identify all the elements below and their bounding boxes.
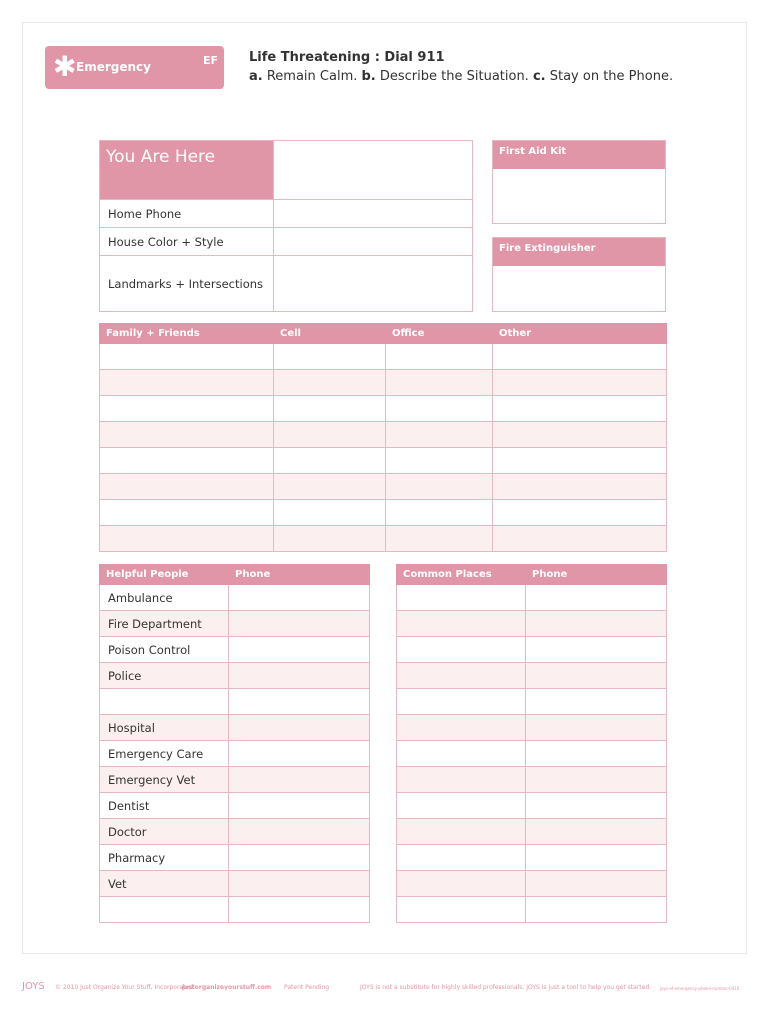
contact-row xyxy=(100,396,667,422)
house-color-field[interactable] xyxy=(274,228,473,256)
helpful-row xyxy=(100,819,370,845)
helpful-phone-field[interactable] xyxy=(229,793,370,819)
location-field[interactable] xyxy=(274,141,473,200)
helpful-phone-field[interactable] xyxy=(229,819,370,845)
badge-label: Emergency xyxy=(76,60,151,74)
contact-other-field[interactable] xyxy=(493,526,667,552)
helpful-label: Police xyxy=(100,663,229,689)
helpful-row xyxy=(100,897,370,923)
contacts-table xyxy=(99,323,667,552)
helpful-phone-field[interactable] xyxy=(229,767,370,793)
helpful-label: Vet xyxy=(100,871,229,897)
contact-office-field[interactable] xyxy=(386,474,493,500)
contact-cell-field[interactable] xyxy=(274,422,386,448)
helpful-label: Emergency Care xyxy=(100,741,229,767)
helpful-row xyxy=(100,845,370,871)
common-place-field[interactable] xyxy=(397,741,526,767)
contacts-header-office: Office xyxy=(386,324,493,344)
common-place-field[interactable] xyxy=(397,845,526,871)
step-b-letter: b. xyxy=(361,69,376,84)
fire-extinguisher-label: Fire Extinguisher xyxy=(493,238,665,266)
helpful-row xyxy=(100,585,370,611)
contact-name-field[interactable] xyxy=(100,422,274,448)
contact-row xyxy=(100,370,667,396)
common-place-field[interactable] xyxy=(397,871,526,897)
contact-office-field[interactable] xyxy=(386,344,493,370)
home-phone-field[interactable] xyxy=(274,200,473,228)
common-place-field[interactable] xyxy=(397,819,526,845)
contact-row xyxy=(100,344,667,370)
helpful-label: Ambulance xyxy=(100,585,229,611)
step-a-letter: a. xyxy=(249,69,263,84)
footer-code: joys-ef-emergency-phone-number-0410 xyxy=(660,986,740,991)
helpful-phone-field[interactable] xyxy=(229,611,370,637)
contact-office-field[interactable] xyxy=(386,370,493,396)
helpful-row xyxy=(100,611,370,637)
common-place-field[interactable] xyxy=(397,585,526,611)
step-c-text: Stay on the Phone. xyxy=(545,69,674,84)
helpful-label: Pharmacy xyxy=(100,845,229,871)
common-phone-field[interactable] xyxy=(526,793,667,819)
contact-cell-field[interactable] xyxy=(274,448,386,474)
helpful-phone-field[interactable] xyxy=(229,741,370,767)
contact-row xyxy=(100,526,667,552)
common-header-phone: Phone xyxy=(526,565,667,585)
contact-other-field[interactable] xyxy=(493,422,667,448)
first-aid-box[interactable] xyxy=(492,140,666,224)
common-row xyxy=(397,715,667,741)
helpful-row xyxy=(100,689,370,715)
common-row xyxy=(397,793,667,819)
common-row xyxy=(397,871,667,897)
landmarks-field[interactable] xyxy=(274,256,473,312)
helpful-row xyxy=(100,793,370,819)
contact-cell-field[interactable] xyxy=(274,370,386,396)
helpful-label: Hospital xyxy=(100,715,229,741)
common-phone-field[interactable] xyxy=(526,845,667,871)
helpful-phone-field[interactable] xyxy=(229,585,370,611)
helpful-phone-field[interactable] xyxy=(229,715,370,741)
helpful-label[interactable] xyxy=(100,897,229,923)
location-title: You Are Here xyxy=(100,141,274,200)
common-phone-field[interactable] xyxy=(526,715,667,741)
footer-patent: Patent Pending xyxy=(284,984,330,991)
contact-cell-field[interactable] xyxy=(274,344,386,370)
landmarks-label: Landmarks + Intersections xyxy=(100,256,274,312)
helpful-table xyxy=(99,564,370,923)
asterisk-icon: ✱ xyxy=(53,50,77,83)
step-a-text: Remain Calm. xyxy=(262,69,362,84)
common-place-field[interactable] xyxy=(397,611,526,637)
common-place-field[interactable] xyxy=(397,767,526,793)
common-row xyxy=(397,767,667,793)
helpful-row xyxy=(100,637,370,663)
helpful-row xyxy=(100,663,370,689)
contact-cell-field[interactable] xyxy=(274,526,386,552)
common-phone-field[interactable] xyxy=(526,897,667,923)
common-place-field[interactable] xyxy=(397,897,526,923)
common-place-field[interactable] xyxy=(397,637,526,663)
step-b-text: Describe the Situation. xyxy=(375,69,533,84)
contact-name-field[interactable] xyxy=(100,370,274,396)
contact-name-field[interactable] xyxy=(100,500,274,526)
contact-other-field[interactable] xyxy=(493,448,667,474)
footer-disclaimer: JOYS is not a substitute for highly skilled professionals. JOYS is just a tool to help you get started. xyxy=(360,984,652,991)
footer-url[interactable]: justorganizeyourstuff.com xyxy=(182,984,272,991)
contact-name-field[interactable] xyxy=(100,448,274,474)
contact-name-field[interactable] xyxy=(100,344,274,370)
common-row xyxy=(397,741,667,767)
helpful-phone-field[interactable] xyxy=(229,689,370,715)
helpful-label[interactable] xyxy=(100,689,229,715)
common-phone-field[interactable] xyxy=(526,741,667,767)
header-steps xyxy=(249,69,673,84)
contact-office-field[interactable] xyxy=(386,500,493,526)
contact-office-field[interactable] xyxy=(386,448,493,474)
contact-other-field[interactable] xyxy=(493,344,667,370)
helpful-row xyxy=(100,741,370,767)
location-table xyxy=(99,140,473,312)
contact-cell-field[interactable] xyxy=(274,396,386,422)
contact-office-field[interactable] xyxy=(386,526,493,552)
joys-logo: JOYS xyxy=(22,981,45,992)
common-row xyxy=(397,663,667,689)
common-place-field[interactable] xyxy=(397,715,526,741)
common-row xyxy=(397,689,667,715)
helpful-label: Fire Department xyxy=(100,611,229,637)
common-phone-field[interactable] xyxy=(526,611,667,637)
contact-other-field[interactable] xyxy=(493,474,667,500)
common-phone-field[interactable] xyxy=(526,871,667,897)
common-row xyxy=(397,845,667,871)
house-color-label: House Color + Style xyxy=(100,228,274,256)
helpful-label: Emergency Vet xyxy=(100,767,229,793)
helpful-row xyxy=(100,767,370,793)
helpful-phone-field[interactable] xyxy=(229,845,370,871)
common-phone-field[interactable] xyxy=(526,585,667,611)
contact-cell-field[interactable] xyxy=(274,500,386,526)
common-place-field[interactable] xyxy=(397,663,526,689)
contacts-header-cell: Cell xyxy=(274,324,386,344)
contact-other-field[interactable] xyxy=(493,500,667,526)
helpful-label: Poison Control xyxy=(100,637,229,663)
contact-row xyxy=(100,474,667,500)
common-phone-field[interactable] xyxy=(526,819,667,845)
helpful-phone-field[interactable] xyxy=(229,637,370,663)
contact-name-field[interactable] xyxy=(100,526,274,552)
header-title: Life Threatening : Dial 911 xyxy=(249,50,445,65)
common-phone-field[interactable] xyxy=(526,637,667,663)
common-phone-field[interactable] xyxy=(526,663,667,689)
contacts-header-other: Other xyxy=(493,324,667,344)
common-phone-field[interactable] xyxy=(526,767,667,793)
common-header-name: Common Places xyxy=(397,565,526,585)
helpful-header-phone: Phone xyxy=(229,565,370,585)
helpful-header-name: Helpful People xyxy=(100,565,229,585)
contact-row xyxy=(100,422,667,448)
helpful-phone-field[interactable] xyxy=(229,897,370,923)
step-c-letter: c. xyxy=(532,69,546,84)
contact-other-field[interactable] xyxy=(493,370,667,396)
helpful-phone-field[interactable] xyxy=(229,871,370,897)
common-place-field[interactable] xyxy=(397,689,526,715)
contact-cell-field[interactable] xyxy=(274,474,386,500)
home-phone-label: Home Phone xyxy=(100,200,274,228)
common-table xyxy=(396,564,667,923)
helpful-phone-field[interactable] xyxy=(229,663,370,689)
footer-copyright: © 2010 Just Organize Your Stuff, Incorporated xyxy=(55,984,193,991)
contact-name-field[interactable] xyxy=(100,396,274,422)
helpful-row xyxy=(100,715,370,741)
common-place-field[interactable] xyxy=(397,793,526,819)
common-row xyxy=(397,897,667,923)
contact-row xyxy=(100,500,667,526)
common-row xyxy=(397,585,667,611)
first-aid-label: First Aid Kit xyxy=(493,141,665,169)
contact-other-field[interactable] xyxy=(493,396,667,422)
contact-row xyxy=(100,448,667,474)
contact-office-field[interactable] xyxy=(386,422,493,448)
badge-code: EF xyxy=(202,54,218,67)
contacts-header-name: Family + Friends xyxy=(100,324,274,344)
helpful-label: Dentist xyxy=(100,793,229,819)
common-phone-field[interactable] xyxy=(526,689,667,715)
fire-extinguisher-box[interactable] xyxy=(492,237,666,312)
contact-office-field[interactable] xyxy=(386,396,493,422)
emergency-badge xyxy=(45,46,224,89)
common-row xyxy=(397,637,667,663)
common-row xyxy=(397,819,667,845)
helpful-label: Doctor xyxy=(100,819,229,845)
helpful-row xyxy=(100,871,370,897)
common-row xyxy=(397,611,667,637)
contact-name-field[interactable] xyxy=(100,474,274,500)
